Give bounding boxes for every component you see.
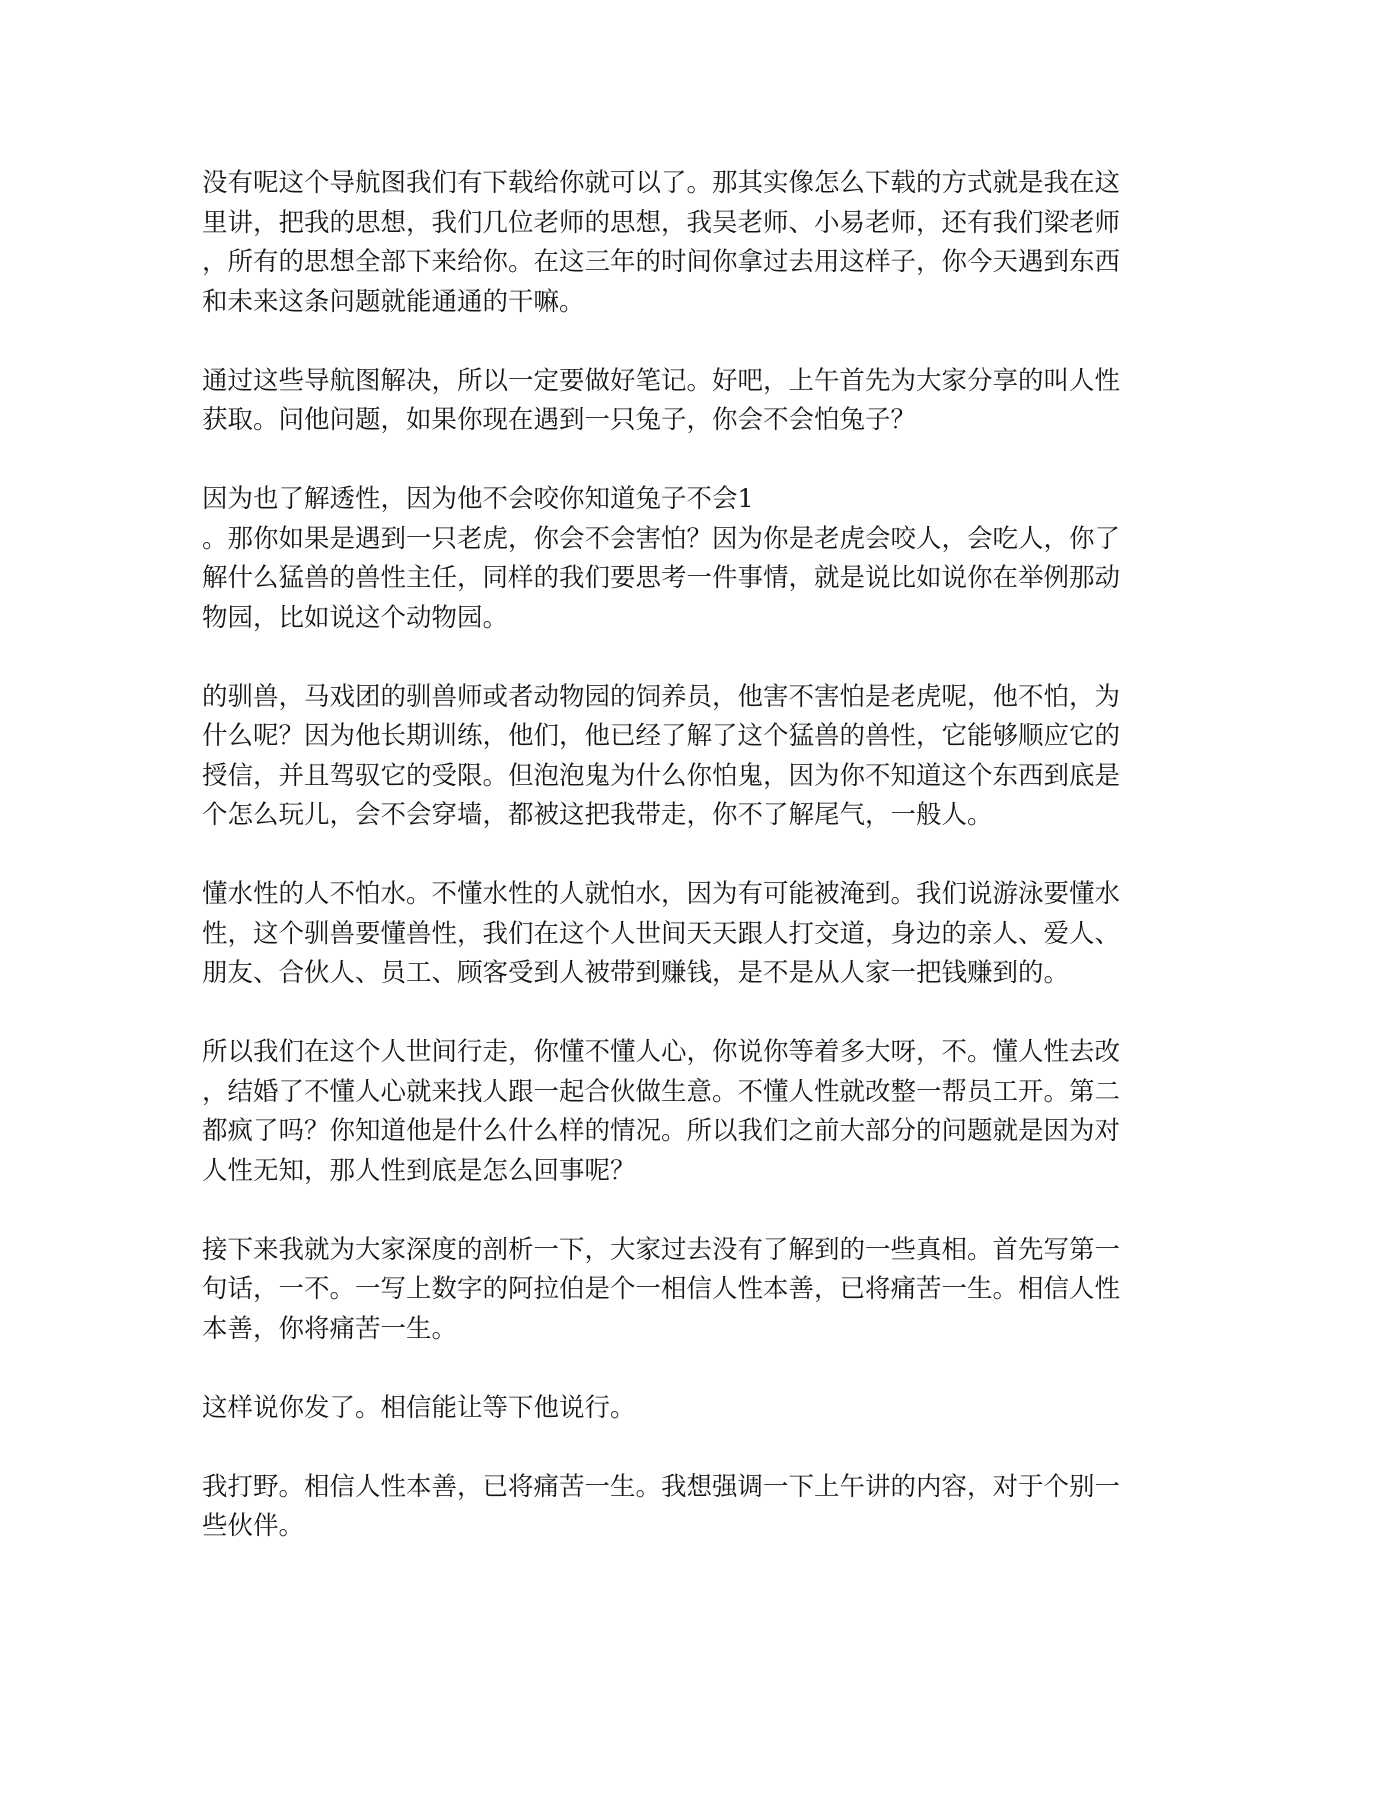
- paragraph-4: 的驯兽，马戏团的驯兽师或者动物园的饲养员，他害不害怕是老虎呢，他不怕，为 什么呢？因为他长期训练，他们，他已经了解了这个猛兽的兽性，它能够顺应它的 授信，并且驾驭它的受限。但泡泡鬼为什么你怕鬼，因为你不知道这个东西到底是 个怎么玩儿，会不会穿墙，都被这把我带走，你不了解尾气，一般人。: [202, 681, 1121, 830]
- paragraph-7: 接下来我就为大家深度的剖析一下，大家过去没有了解到的一些真相。首先写第一 句话，一不。一写上数字的阿拉伯是个一相信人性本善，已将痛苦一生。相信人性 本善，你将痛苦一生。: [202, 1234, 1121, 1344]
- paragraph-1: 没有呢这个导航图我们有下载给你就可以了。那其实像怎么下载的方式就是我在这 里讲，把我的思想，我们几位老师的思想，我吴老师、小易老师，还有我们梁老师 ，所有的思想全部下来给你。在这三年的时间你拿过去用这样子，你今天遇到东西 和未来这条问题就能通通的干嘛。: [202, 168, 1121, 317]
- document-body: [202, 164, 1187, 1586]
- paragraph-9: 我打野。相信人性本善，已将痛苦一生。我想强调一下上午讲的内容，对于个别一 些伙伴。: [202, 1471, 1121, 1541]
- paragraph-6: 所以我们在这个人世间行走，你懂不懂人心，你说你等着多大呀，不。懂人性去改 ，结婚了不懂人心就来找人跟一起合伙做生意。不懂人性就改整一帮员工开。第二 都疯了吗？你知道他是什么什么样的情况。所以我们之前大部分的问题就是因为对 人性无知，那人性到底是怎么回事呢？: [202, 1037, 1121, 1186]
- paragraph-5: 懂水性的人不怕水。不懂水性的人就怕水，因为有可能被淹到。我们说游泳要懂水 性，这个驯兽要懂兽性，我们在这个人世间天天跟人打交道，身边的亲人、爱人、 朋友、合伙人、员工、顾客受到人被带到赚钱，是不是从人家一把钱赚到的。: [202, 879, 1121, 988]
- paragraph-8: 这样说你发了。相信能让等下他说行。: [202, 1392, 636, 1423]
- paragraph-2: 通过这些导航图解决，所以一定要做好笔记。好吧，上午首先为大家分享的叫人性 获取。问他问题，如果你现在遇到一只兔子，你会不会怕兔子？: [202, 365, 1121, 435]
- paragraph-3: 因为也了解透性，因为他不会咬你知道兔子不会1 。那你如果是遇到一只老虎，你会不会害怕？因为你是老虎会咬人，会吃人，你了 解什么猛兽的兽性主任，同样的我们要思考一件事情，就是说比如说你在举例那动 物园，比如说这个动物园。: [202, 484, 1121, 633]
